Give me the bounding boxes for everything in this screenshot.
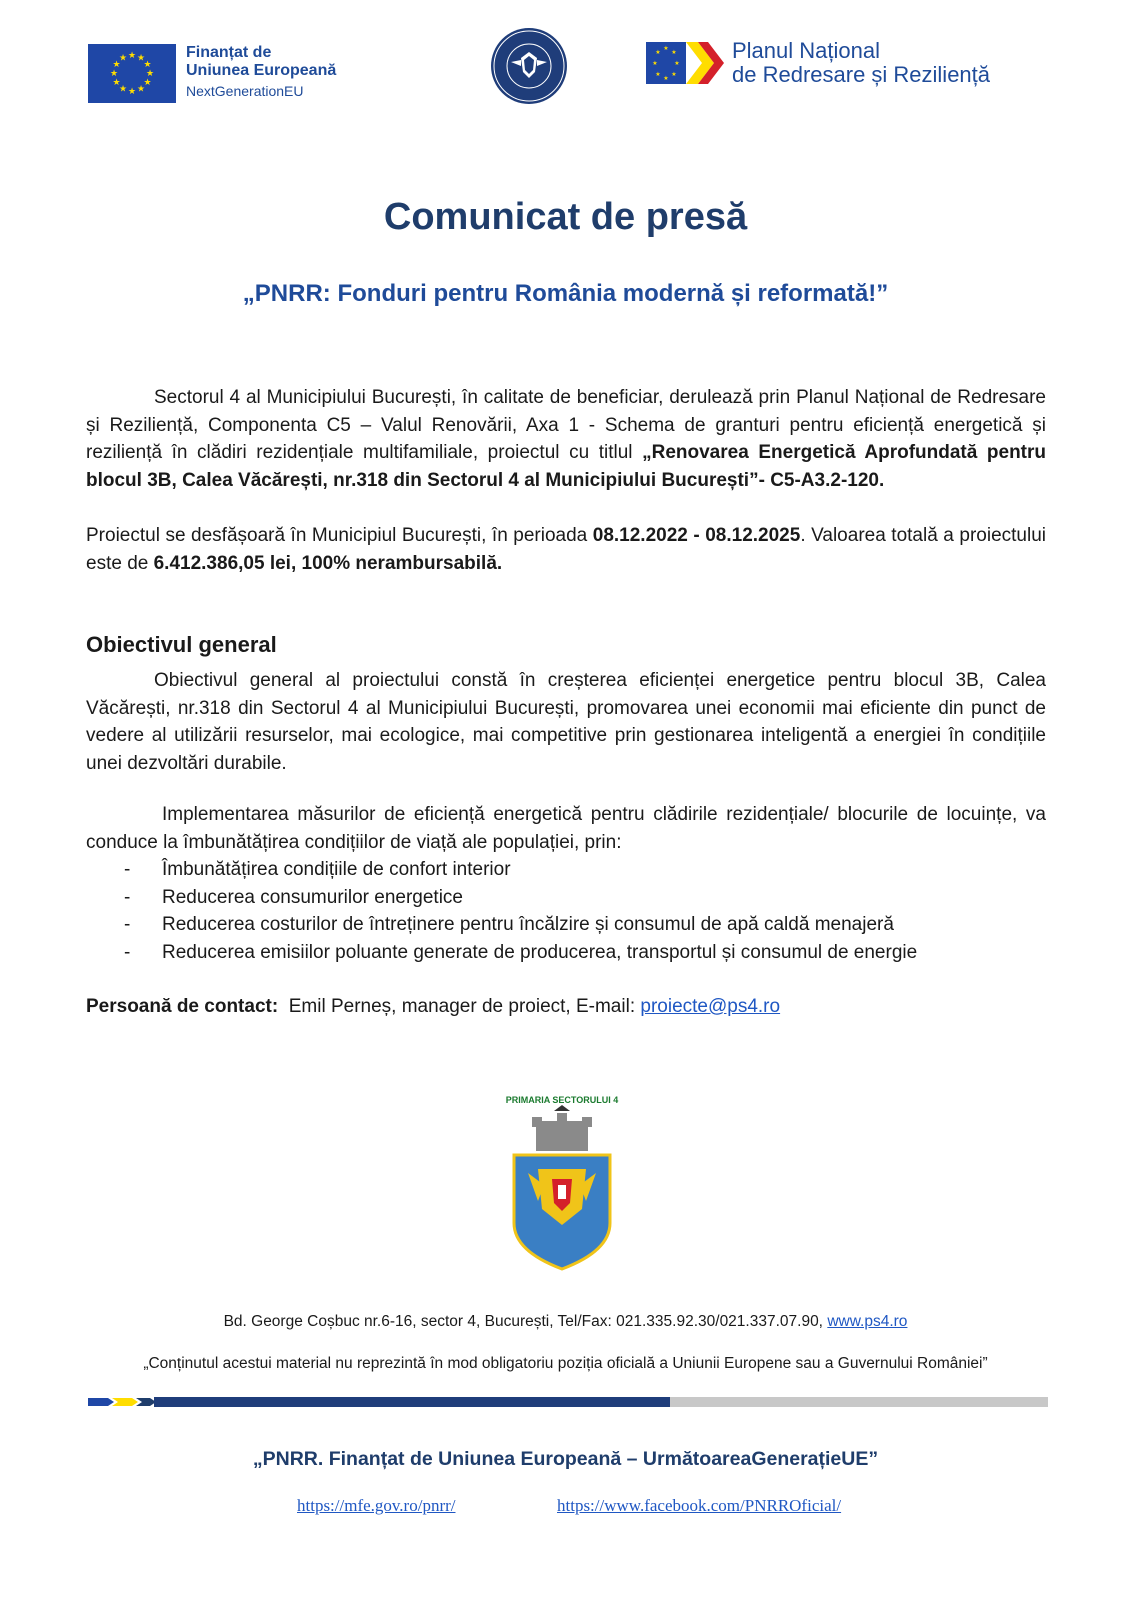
objective-paragraph: Obiectivul general al proiectului constă în creșterea eficienței energetice pentru blocul 3B, Calea Văcărești, nr.318 din Sectorul 4 al Municipiului București, promovarea unei economii mai eficiente din punct de vedere al utilizării resurselor, mai ecologice, mai competitive prin gestionarea inteligentă a energiei în condițiile unei dezvoltări durabile. [86,670,1046,774]
svg-text:★: ★ [674,60,680,67]
contact-label: Persoană de contact: [86,996,279,1017]
website-link[interactable]: www.ps4.ro [827,1313,908,1330]
svg-text:★: ★ [112,78,121,88]
facebook-pnrr-link[interactable]: https://www.facebook.com/PNRROficial/ [557,1496,842,1515]
project-value: 6.412.386,05 lei, 100% nerambursabilă. [153,552,503,574]
address-text: Bd. George Coșbuc nr.6-16, sector 4, București, Tel/Fax: 021.335.92.30/021.337.07.90, [223,1313,823,1330]
svg-text:★: ★ [655,49,661,56]
footer-address [0,1313,1131,1331]
measures-list [86,856,1046,966]
eu-funding-logo [88,44,336,103]
page-title: Comunicat de presă [383,196,748,238]
svg-text:★: ★ [136,53,146,64]
project-period-paragraph [86,522,1046,577]
project-period: 08.12.2022 - 08.12.2025 [592,525,801,546]
objective-heading: Obiectivul general [86,632,277,657]
pnrr-logo-line1: Planul Național [732,37,880,63]
pnrr-arrow-icon [646,38,726,88]
value-intro-text: . Valoarea totală a proiectului este de [86,525,1046,574]
sector4-crest-logo [494,1095,630,1275]
eu-logo-line3: NextGenerationEU [186,82,304,99]
svg-text:★: ★ [663,75,669,82]
pnrr-logo [646,38,990,88]
measures-paragraph: Implementarea măsurilor de eficiență energetică pentru clădirile rezidențiale/ blocurile de locuințe, va conduce la îmbunătățirea condițiilor de viață ale populației, prin: [86,804,1046,853]
footer-color-bar [88,1395,1048,1409]
footer-slogan: „PNRR. Finanțat de Uniunea Europeană – UrmătoareaGenerațieUE” [252,1448,879,1470]
svg-text:★: ★ [127,87,137,97]
svg-text:★: ★ [663,45,669,52]
svg-text:★: ★ [671,49,677,56]
intro-text: Sectorul 4 al Municipiului București, în calitate de beneficiar, derulează prin Planul Național de Redresare și Reziliență, Componenta C5 – Valul Renovării, Axa 1 - Schema de granturi pentru eficiență energetică și reziliență în clădiri rezidențiale multifamiliale, proiectul cu titlul [86,387,1046,463]
svg-text:★: ★ [145,69,155,79]
contact-email-link[interactable]: proiecte@ps4.ro [640,996,781,1017]
svg-text:★: ★ [652,60,658,67]
svg-text:★: ★ [109,69,119,79]
page-subtitle: „PNRR: Fonduri pentru România modernă și reformată!” [242,280,889,307]
svg-text:★: ★ [671,71,677,78]
svg-text:★: ★ [655,71,661,78]
svg-text:★: ★ [118,53,128,64]
svg-text:★: ★ [143,78,152,88]
svg-text:★: ★ [118,84,128,95]
svg-text:★: ★ [127,51,137,61]
pnrr-logo-line2: de Redresare și Reziliență [732,62,991,87]
period-intro-text: Proiectul se desfășoară în Municipiul București, în perioada [86,525,593,546]
svg-text:★: ★ [136,84,146,95]
coat-of-arms-icon [494,1105,630,1271]
project-title: „Renovarea Energetică Aprofundată pentru blocul 3B, Calea Văcărești, nr.318 din Sectorul 4 al Municipiului București”- C5-A3.2-120. [86,442,1047,491]
government-seal-icon [489,26,569,106]
measures-list-container [86,856,1046,966]
list-item: - Reducerea costurilor de întreținere pentru încălzire și consumul de apă caldă menajeră [86,911,1046,939]
list-item: - Îmbunătățirea condițiile de confort interior [86,856,1046,884]
eu-logo-line1: Finanțat de [186,44,272,61]
svg-text:★: ★ [112,60,121,70]
list-item: - Reducerea consumurilor energetice [86,884,1046,912]
intro-paragraph [86,384,1046,494]
eu-logo-line2: Uniunea Europeană [186,62,337,80]
crest-label: PRIMARIA SECTORULUI 4 [505,1095,619,1105]
mfe-pnrr-link[interactable]: https://mfe.gov.ro/pnrr/ [297,1496,456,1515]
contact-line [86,993,1046,1021]
svg-text:★: ★ [143,60,152,70]
list-item: - Reducerea emisiilor poluante generate de producerea, transportul și consumul de energie [86,939,1046,967]
eu-flag-icon [88,44,176,103]
contact-text: Emil Perneș, manager de proiect, E-mail: [288,996,636,1017]
footer-disclaimer: „Conținutul acestui material nu reprezintă în mod obligatoriu poziția oficială a Uniunii Europene sau a Guvernului României” [143,1355,988,1372]
